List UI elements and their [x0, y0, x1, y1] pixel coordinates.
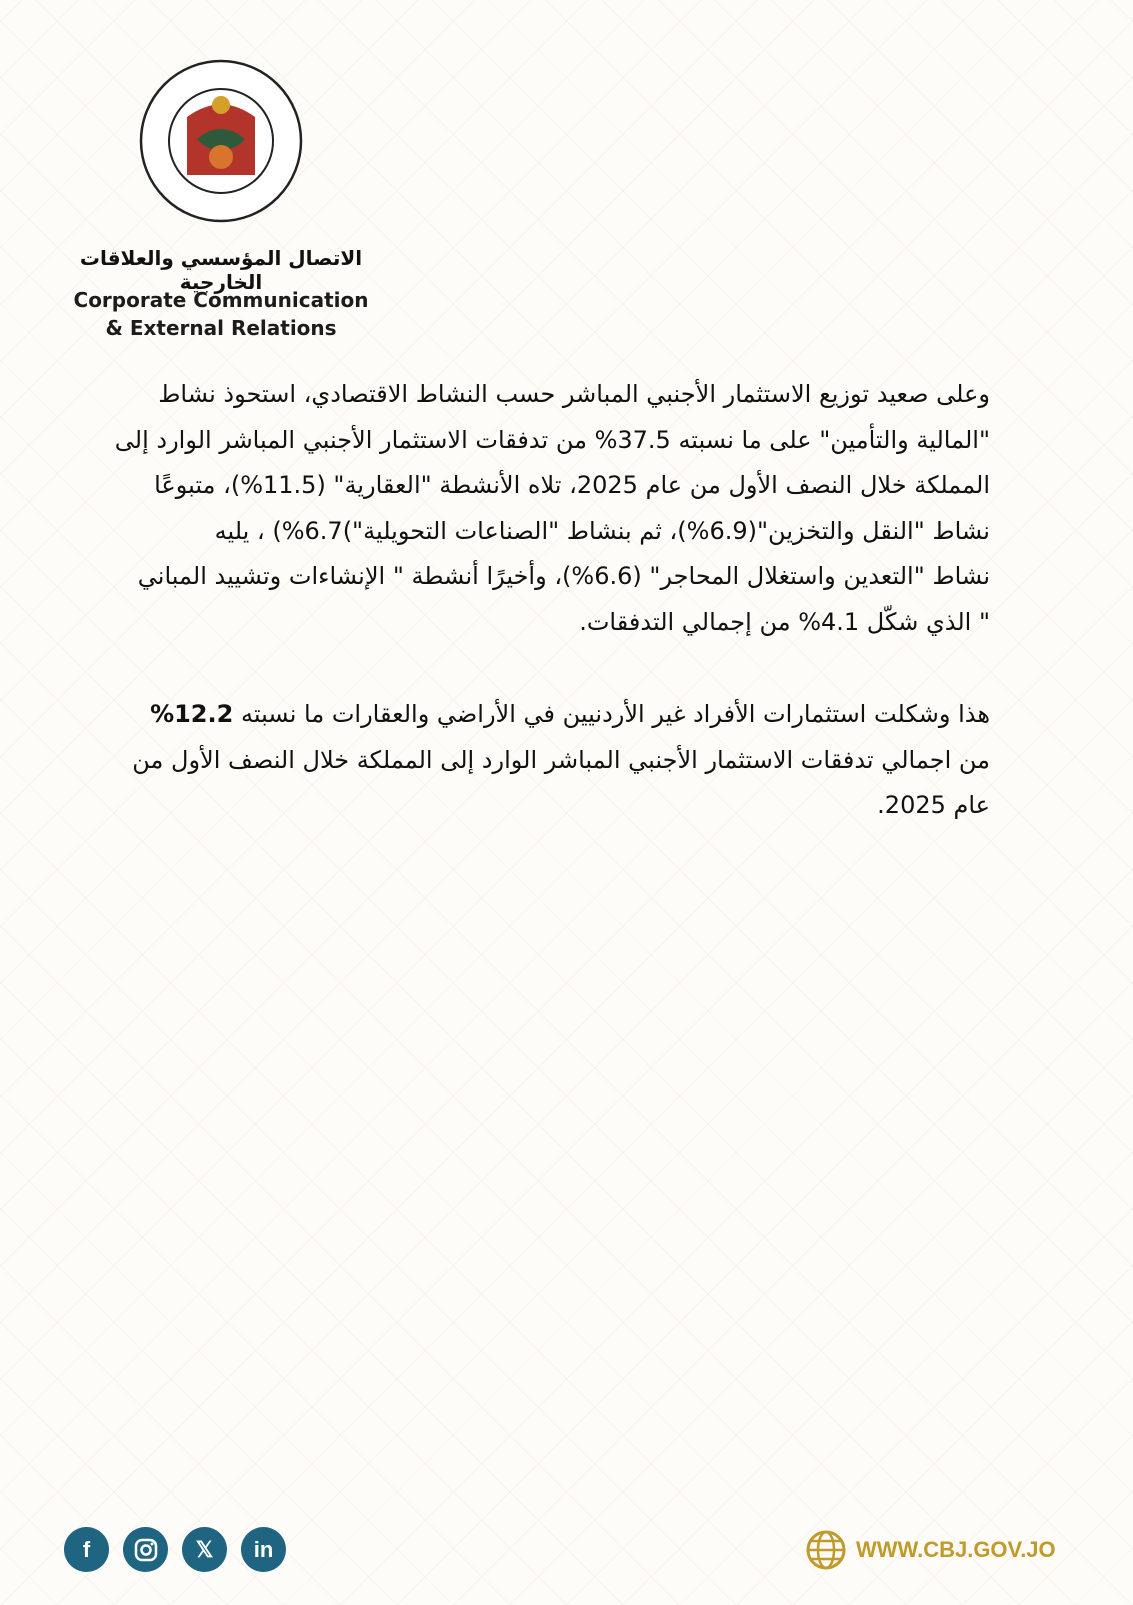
website-url[interactable]: WWW.CBJ.GOV.JO: [856, 1537, 1056, 1562]
website-link[interactable]: [806, 1530, 1056, 1570]
text-segment: هذا وشكلت استثمارات الأفراد غير الأردنيين في الأراضي والعقارات ما نسبته: [233, 700, 990, 728]
text-line: "المالية والتأمين" على ما نسبته 37.5% من تدفقات الاستثمار الأجنبي المباشر الوارد إلى: [114, 425, 990, 454]
paragraph-real-estate: [100, 692, 990, 829]
text-line: من اجمالي تدفقات الاستثمار الأجنبي المباشر الوارد إلى المملكة خلال النصف الأول من: [132, 745, 990, 774]
text-line: المملكة خلال النصف الأول من عام 2025، تلاه الأنشطة "العقارية" (11.5%)، متبوعًا: [154, 471, 990, 500]
facebook-icon[interactable]: f: [64, 1527, 109, 1572]
highlight-percentage: 12.2%: [150, 700, 234, 728]
department-en-line1: Corporate Communication: [73, 288, 369, 312]
department-name-arabic: الاتصال المؤسسي والعلاقات الخارجية: [79, 246, 363, 294]
globe-icon: [806, 1530, 846, 1570]
text-line: نشاط "التعدين واستغلال المحاجر" (6.6%)، وأخيرًا أنشطة " الإنشاءات وتشييد المباني: [137, 562, 990, 591]
social-links: [64, 1527, 286, 1572]
department-en-line2: & External Relations: [105, 316, 337, 340]
instagram-icon[interactable]: [123, 1527, 168, 1572]
text-line: وعلى صعيد توزيع الاستثمار الأجنبي المباشر حسب النشاط الاقتصادي، استحوذ نشاط: [158, 380, 990, 408]
central-bank-logo: [137, 57, 305, 225]
paragraph-fdi-by-activity: [100, 372, 990, 646]
text-line: عام 2025.: [877, 791, 990, 820]
department-name-english: [56, 286, 386, 342]
text-line: نشاط "النقل والتخزين"(6.9%)، ثم بنشاط "الصناعات التحويلية")6.7%) ، يليه: [214, 516, 990, 545]
x-twitter-icon[interactable]: 𝕏: [182, 1527, 227, 1572]
text-line: " الذي شكّل 4.1% من إجمالي التدفقات.: [579, 607, 990, 636]
linkedin-icon[interactable]: in: [241, 1527, 286, 1572]
text-line: [100, 692, 990, 738]
